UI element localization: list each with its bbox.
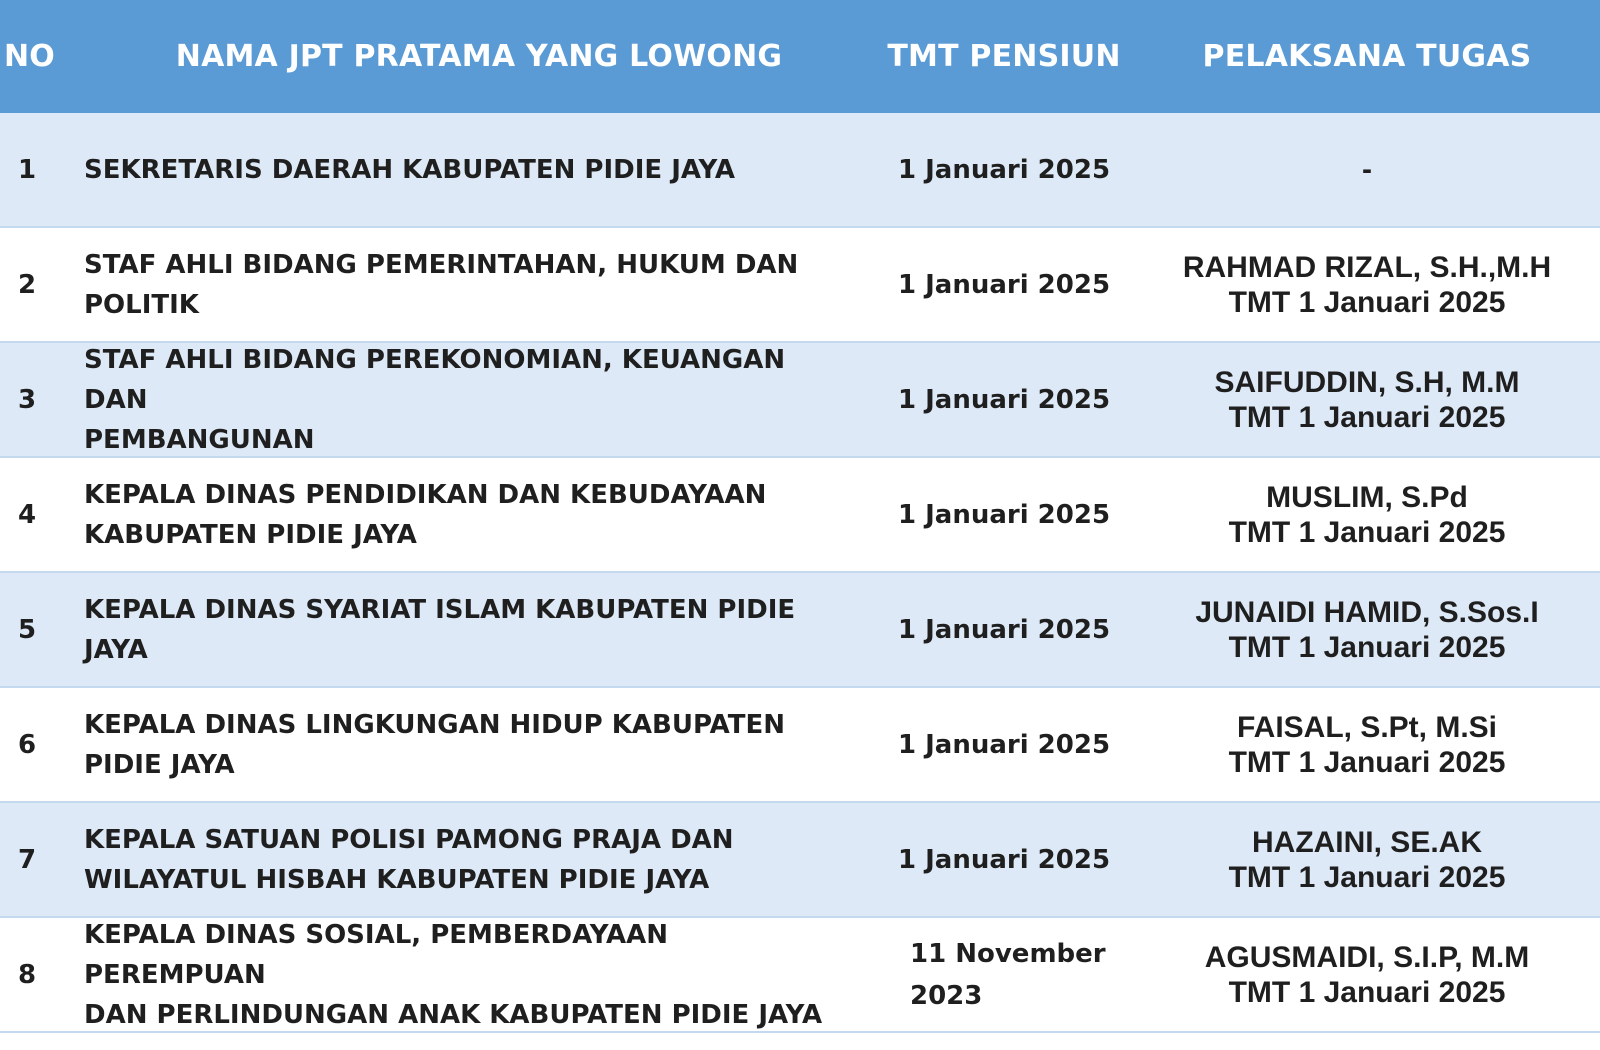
acting-official-line: MUSLIM, S.Pd bbox=[1266, 480, 1468, 514]
acting-official-line: - bbox=[1362, 153, 1372, 186]
acting-official-line: TMT 1 Januari 2025 bbox=[1228, 860, 1506, 894]
header-tmt-pensiun: TMT PENSIUN bbox=[887, 39, 1121, 74]
table-header bbox=[0, 0, 1600, 113]
acting-official bbox=[1134, 365, 1600, 435]
acting-official-line: JUNAIDI HAMID, S.Sos.I bbox=[1195, 595, 1539, 629]
position-name bbox=[84, 245, 874, 325]
acting-official-line: TMT 1 Januari 2025 bbox=[1228, 400, 1506, 434]
acting-official-line: TMT 1 Januari 2025 bbox=[1228, 745, 1506, 779]
acting-official-line: FAISAL, S.Pt, M.Si bbox=[1236, 710, 1498, 744]
retirement-date-line: 2023 bbox=[910, 980, 983, 1011]
row-number: 4 bbox=[18, 499, 37, 530]
retirement-date-line: 1 Januari 2025 bbox=[897, 269, 1111, 300]
position-name-line: KEPALA DINAS PENDIDIKAN DAN KEBUDAYAAN bbox=[84, 479, 767, 510]
acting-official-line: RAHMAD RIZAL, S.H.,M.H bbox=[1182, 250, 1552, 284]
acting-official-line: TMT 1 Januari 2025 bbox=[1228, 285, 1506, 319]
acting-official-line: HAZAINI, SE.AK bbox=[1251, 825, 1482, 859]
table-row bbox=[0, 343, 1600, 458]
position-name-line: POLITIK bbox=[84, 289, 199, 320]
row-number: 2 bbox=[18, 269, 37, 300]
position-name bbox=[84, 590, 874, 670]
acting-official bbox=[1134, 152, 1600, 187]
table-row bbox=[0, 113, 1600, 228]
row-number: 6 bbox=[18, 729, 37, 760]
retirement-date bbox=[874, 724, 1134, 766]
position-name bbox=[84, 820, 874, 900]
position-name-line: KEPALA DINAS SYARIAT ISLAM KABUPATEN PIDIE bbox=[84, 594, 796, 625]
position-name bbox=[84, 915, 874, 1035]
retirement-date bbox=[874, 149, 1134, 191]
retirement-date bbox=[874, 379, 1134, 421]
retirement-date-line: 1 Januari 2025 bbox=[897, 384, 1111, 415]
retirement-date-line: 1 Januari 2025 bbox=[897, 844, 1111, 875]
table-row bbox=[0, 458, 1600, 573]
table-row bbox=[0, 918, 1600, 1033]
row-number: 3 bbox=[18, 384, 37, 415]
position-name-line: PEMBANGUNAN bbox=[84, 424, 315, 455]
row-number: 1 bbox=[18, 154, 37, 185]
position-name-line: STAF AHLI BIDANG PEREKONOMIAN, KEUANGAN DAN bbox=[84, 344, 786, 415]
table-body bbox=[0, 113, 1600, 1033]
retirement-date-line: 11 November bbox=[910, 938, 1106, 969]
acting-official-line: TMT 1 Januari 2025 bbox=[1228, 630, 1506, 664]
retirement-date bbox=[874, 839, 1134, 881]
row-number: 7 bbox=[18, 844, 37, 875]
row-number: 8 bbox=[18, 959, 37, 990]
retirement-date-line: 1 Januari 2025 bbox=[897, 499, 1111, 530]
retirement-date-line: 1 Januari 2025 bbox=[897, 154, 1111, 185]
position-name bbox=[84, 705, 874, 785]
table-row bbox=[0, 688, 1600, 803]
row-number: 5 bbox=[18, 614, 37, 645]
acting-official bbox=[1134, 250, 1600, 320]
retirement-date bbox=[874, 494, 1134, 536]
position-name-line: STAF AHLI BIDANG PEMERINTAHAN, HUKUM DAN bbox=[84, 249, 799, 280]
retirement-date-line: 1 Januari 2025 bbox=[897, 614, 1111, 645]
table-row bbox=[0, 573, 1600, 688]
acting-official bbox=[1134, 480, 1600, 550]
header-nama: NAMA JPT PRATAMA YANG LOWONG bbox=[175, 39, 783, 74]
table-row bbox=[0, 803, 1600, 918]
retirement-date bbox=[874, 264, 1134, 306]
acting-official bbox=[1134, 940, 1600, 1010]
retirement-date bbox=[874, 609, 1134, 651]
position-name-line: KEPALA DINAS LINGKUNGAN HIDUP KABUPATEN bbox=[84, 709, 785, 740]
position-name-line: SEKRETARIS DAERAH KABUPATEN PIDIE JAYA bbox=[84, 154, 735, 185]
acting-official bbox=[1134, 825, 1600, 895]
position-name-line: JAYA bbox=[84, 634, 148, 665]
position-name-line: PIDIE JAYA bbox=[84, 749, 235, 780]
acting-official-line: AGUSMAIDI, S.I.P, M.M bbox=[1204, 940, 1530, 974]
position-name-line: KEPALA SATUAN POLISI PAMONG PRAJA DAN bbox=[84, 824, 734, 855]
table-row bbox=[0, 228, 1600, 343]
position-name-line: KABUPATEN PIDIE JAYA bbox=[84, 519, 417, 550]
acting-official-line: TMT 1 Januari 2025 bbox=[1228, 975, 1506, 1009]
header-no: NO bbox=[4, 39, 56, 74]
position-name bbox=[84, 150, 874, 190]
header-pelaksana-tugas: PELAKSANA TUGAS bbox=[1202, 39, 1532, 74]
acting-official-line: TMT 1 Januari 2025 bbox=[1228, 515, 1506, 549]
position-name-line: KEPALA DINAS SOSIAL, PEMBERDAYAAN PEREMPUAN bbox=[84, 919, 669, 990]
acting-official bbox=[1134, 710, 1600, 780]
retirement-date bbox=[874, 933, 1134, 1017]
retirement-date-line: 1 Januari 2025 bbox=[897, 729, 1111, 760]
acting-official-line: SAIFUDDIN, S.H, M.M bbox=[1214, 365, 1520, 399]
position-name-line: DAN PERLINDUNGAN ANAK KABUPATEN PIDIE JAYA bbox=[84, 999, 823, 1030]
position-name bbox=[84, 475, 874, 555]
position-name-line: WILAYATUL HISBAH KABUPATEN PIDIE JAYA bbox=[84, 864, 710, 895]
position-name bbox=[84, 340, 874, 460]
acting-official bbox=[1134, 595, 1600, 665]
